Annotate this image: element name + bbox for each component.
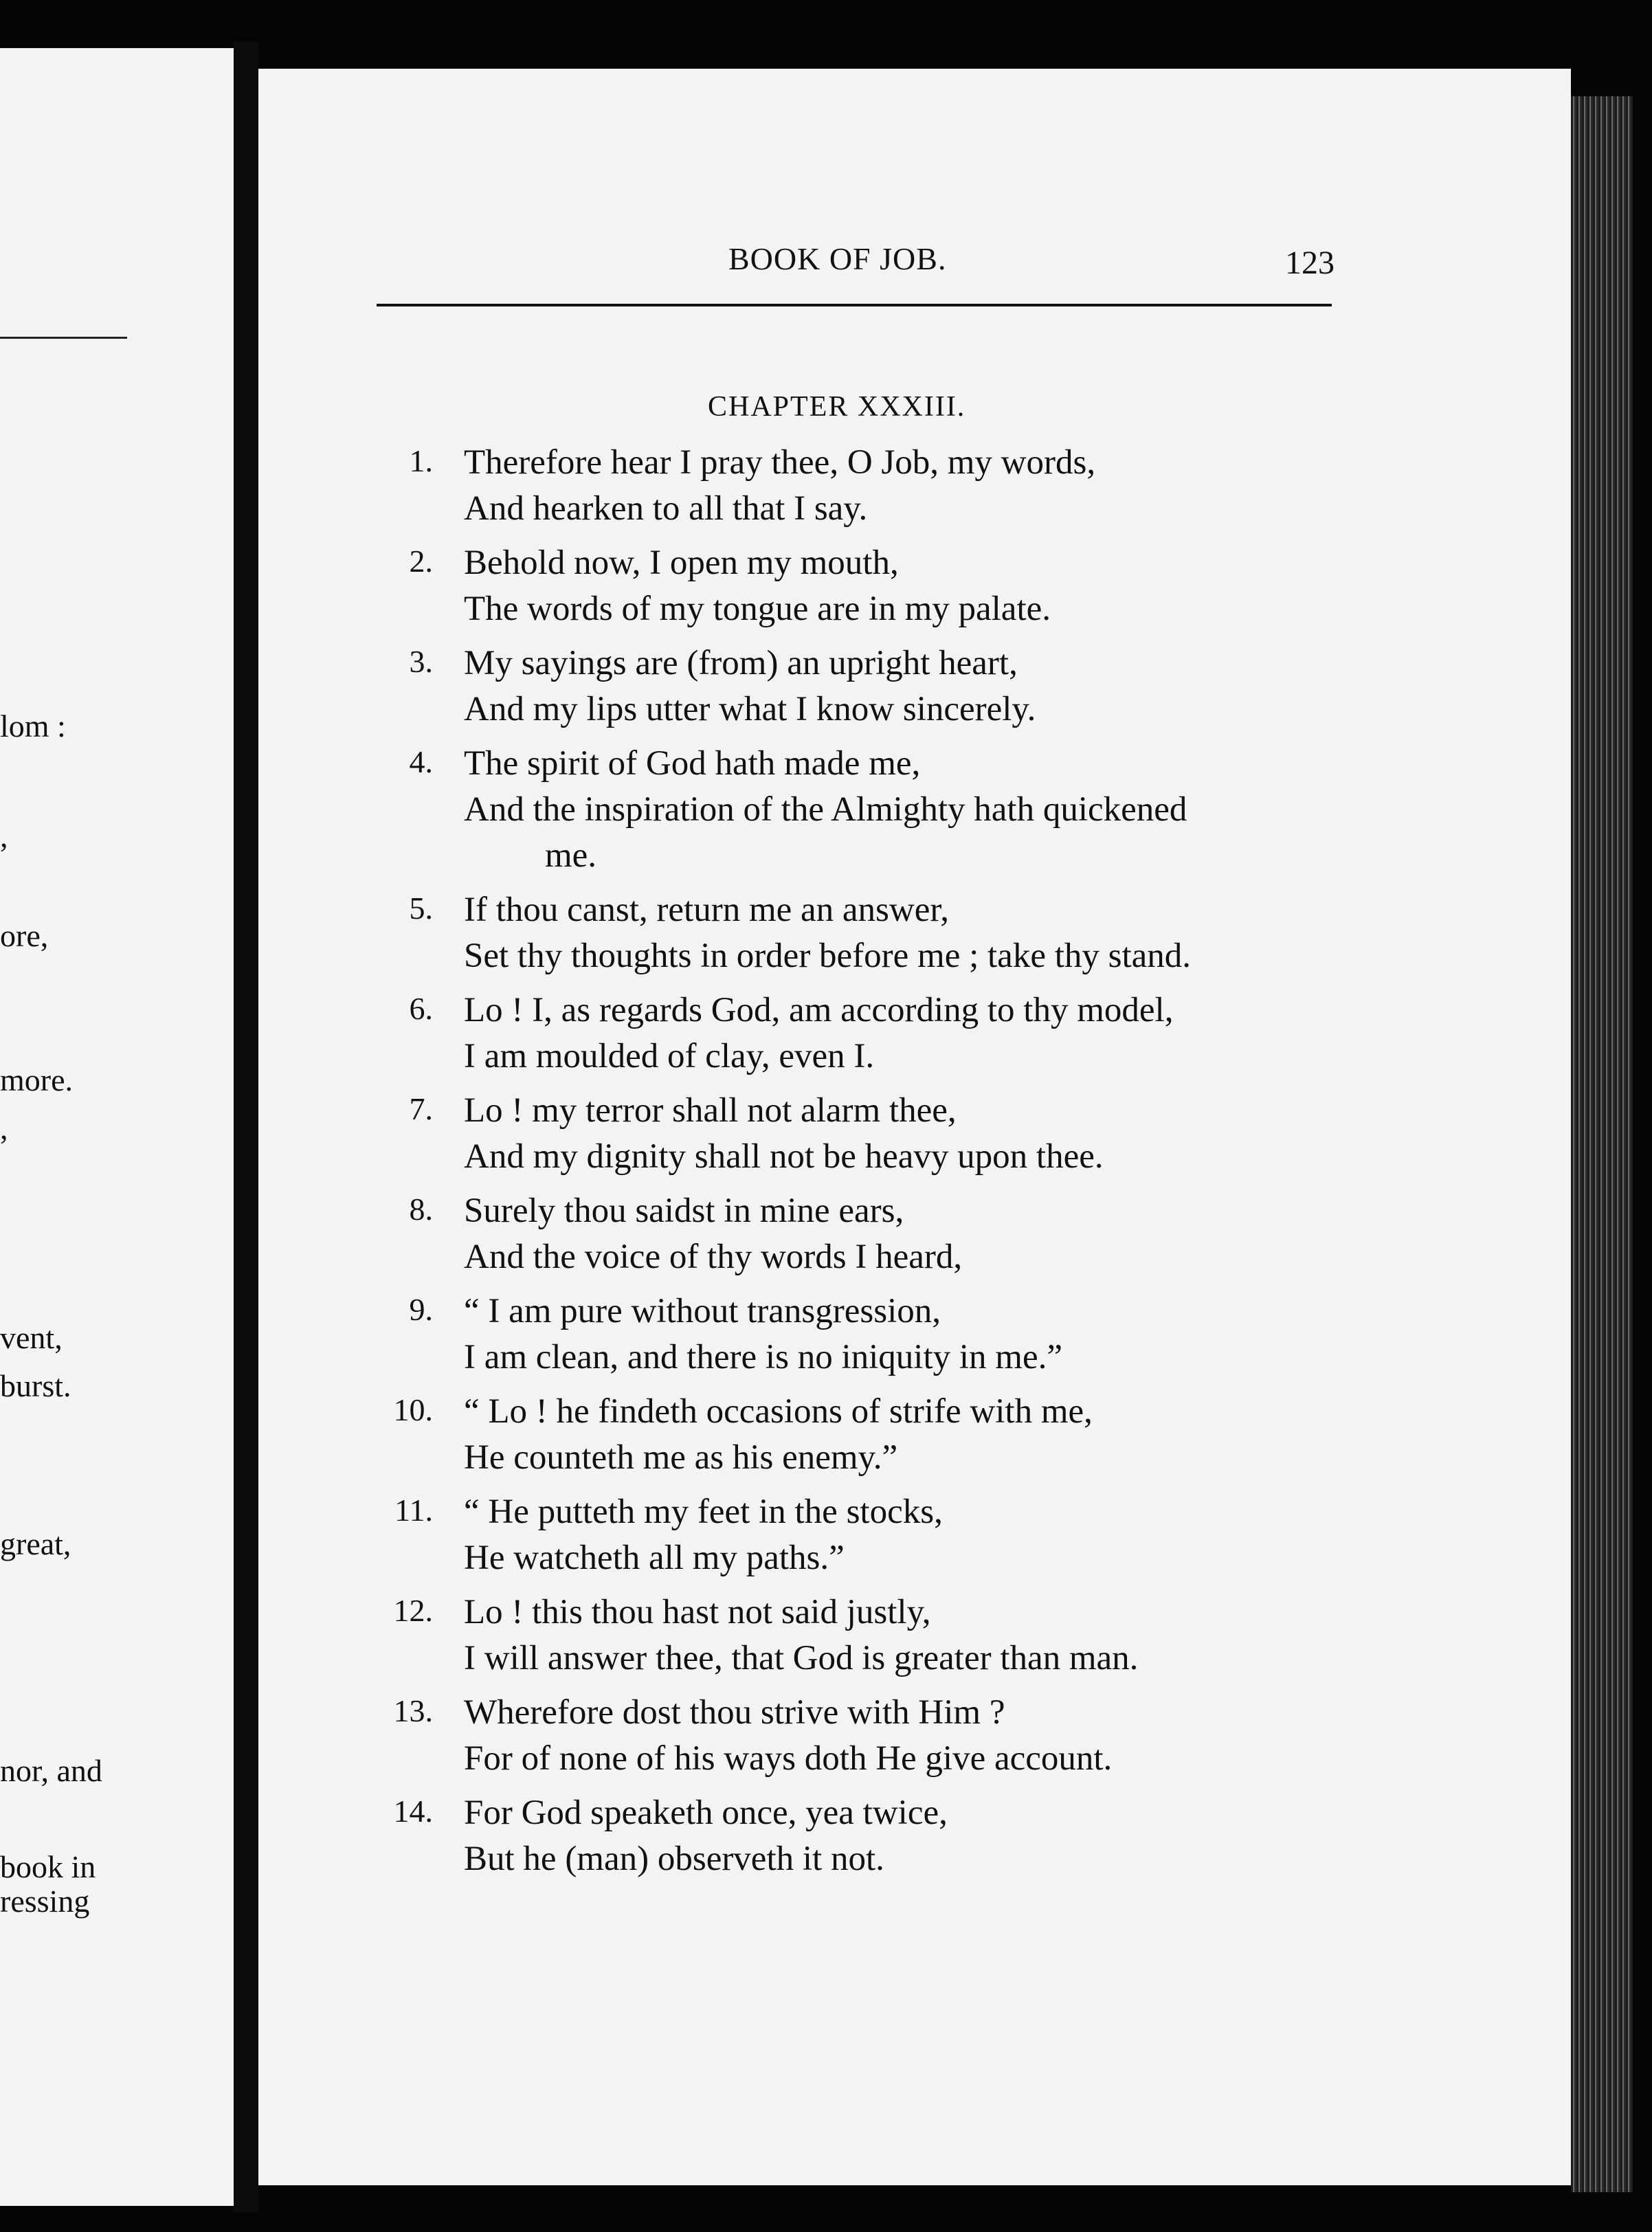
verse-number: 7. [409,1091,433,1126]
facing-page-edge [0,48,234,2206]
verse-line: Surely thou saidst in mine ears, [464,1192,904,1230]
page-edges [1571,96,1633,2192]
verse [357,1188,1347,1280]
verse-number: 10. [393,1392,433,1427]
verse [357,1690,1347,1782]
verse-number: 5. [409,891,433,926]
verse-line: He counteth me as his enemy.” [464,1438,898,1477]
verse [357,741,1347,879]
verse-number: 2. [409,544,433,579]
verse [357,540,1347,632]
verse-line: And my dignity shall not be heavy upon thee. [464,1137,1104,1176]
verse-list [357,440,1347,1890]
facing-page-header-rule [0,337,127,339]
verse-number: 1. [409,443,433,478]
verse-line: And hearken to all that I say. [464,489,868,528]
verse-line: I am clean, and there is no iniquity in me.” [464,1338,1062,1376]
verse [357,987,1347,1080]
verse-number: 12. [393,1593,433,1628]
facing-page-fragment: ressing [0,1884,90,1919]
verse-number: 3. [409,644,433,679]
verse-number: 8. [409,1192,433,1227]
verse-line: My sayings are (from) an upright heart, [464,644,1018,682]
verse-number: 14. [393,1794,433,1829]
verse-line: Behold now, I open my mouth, [464,544,899,582]
verse-line: I am moulded of clay, even I. [464,1037,875,1075]
verse-line: Therefore hear I pray thee, O Job, my words, [464,443,1096,482]
chapter-title: CHAPTER XXXIII. [708,391,966,423]
verse-line: Set thy thoughts in order before me ; take thy stand. [464,937,1192,975]
verse-line: And the inspiration of the Almighty hath quickened [464,790,1187,829]
facing-page-fragment: nor, and [0,1753,102,1788]
verse [357,440,1347,532]
facing-page-fragment: book in [0,1849,96,1884]
verse-line: And the voice of thy words I heard, [464,1238,963,1276]
verse [357,640,1347,733]
verse-line: For of none of his ways doth He give account. [464,1739,1113,1778]
header-rule [377,304,1332,306]
verse-line: “ He putteth my feet in the stocks, [464,1493,943,1531]
facing-page-fragment: ore, [0,918,49,953]
verse-line: The words of my tongue are in my palate. [464,590,1051,628]
facing-page-fragment: lom : [0,708,66,744]
verse-line: Lo ! my terror shall not alarm thee, [464,1091,957,1130]
verse [357,1489,1347,1581]
running-title: BOOK OF JOB. [728,241,947,276]
verse [357,1589,1347,1682]
verse-line: Lo ! I, as regards God, am according to thy model, [464,991,1174,1029]
verse-line: “ Lo ! he findeth occasions of strife with me, [464,1392,1093,1431]
verse-line: The spirit of God hath made me, [464,744,921,783]
verse-line: But he (man) observeth it not. [464,1840,884,1878]
verse-number: 6. [409,991,433,1026]
verse-line: For God speaketh once, yea twice, [464,1794,948,1832]
verse [357,1790,1347,1882]
facing-page-fragment: vent, [0,1320,63,1355]
facing-page-fragment: more. [0,1062,74,1097]
facing-page-fragment: burst. [0,1368,71,1403]
facing-page-fragment: , [0,818,8,853]
verse-line-continuation: me. [545,836,597,875]
verse-line: And my lips utter what I know sincerely. [464,690,1036,728]
verse-line: “ I am pure without transgression, [464,1292,941,1330]
verse-number: 11. [394,1493,433,1528]
verse-number: 13. [393,1693,433,1728]
verse-line: I will answer thee, that God is greater than man. [464,1639,1139,1677]
facing-page-fragment: great, [0,1526,71,1561]
verse-line: Lo ! this thou hast not said justly, [464,1593,931,1631]
verse [357,887,1347,979]
verse-number: 4. [409,744,433,779]
verse-number: 9. [409,1292,433,1327]
verse-line: If thou canst, return me an answer, [464,891,950,929]
verse [357,1088,1347,1180]
verse [357,1288,1347,1381]
verse-line: Wherefore dost thou strive with Him ? [464,1693,1005,1732]
book-gutter [234,41,258,2213]
verse-line: He watcheth all my paths.” [464,1539,845,1577]
page-number: 123 [1285,245,1335,281]
facing-page-fragment: , [0,1111,8,1146]
verse [357,1389,1347,1481]
